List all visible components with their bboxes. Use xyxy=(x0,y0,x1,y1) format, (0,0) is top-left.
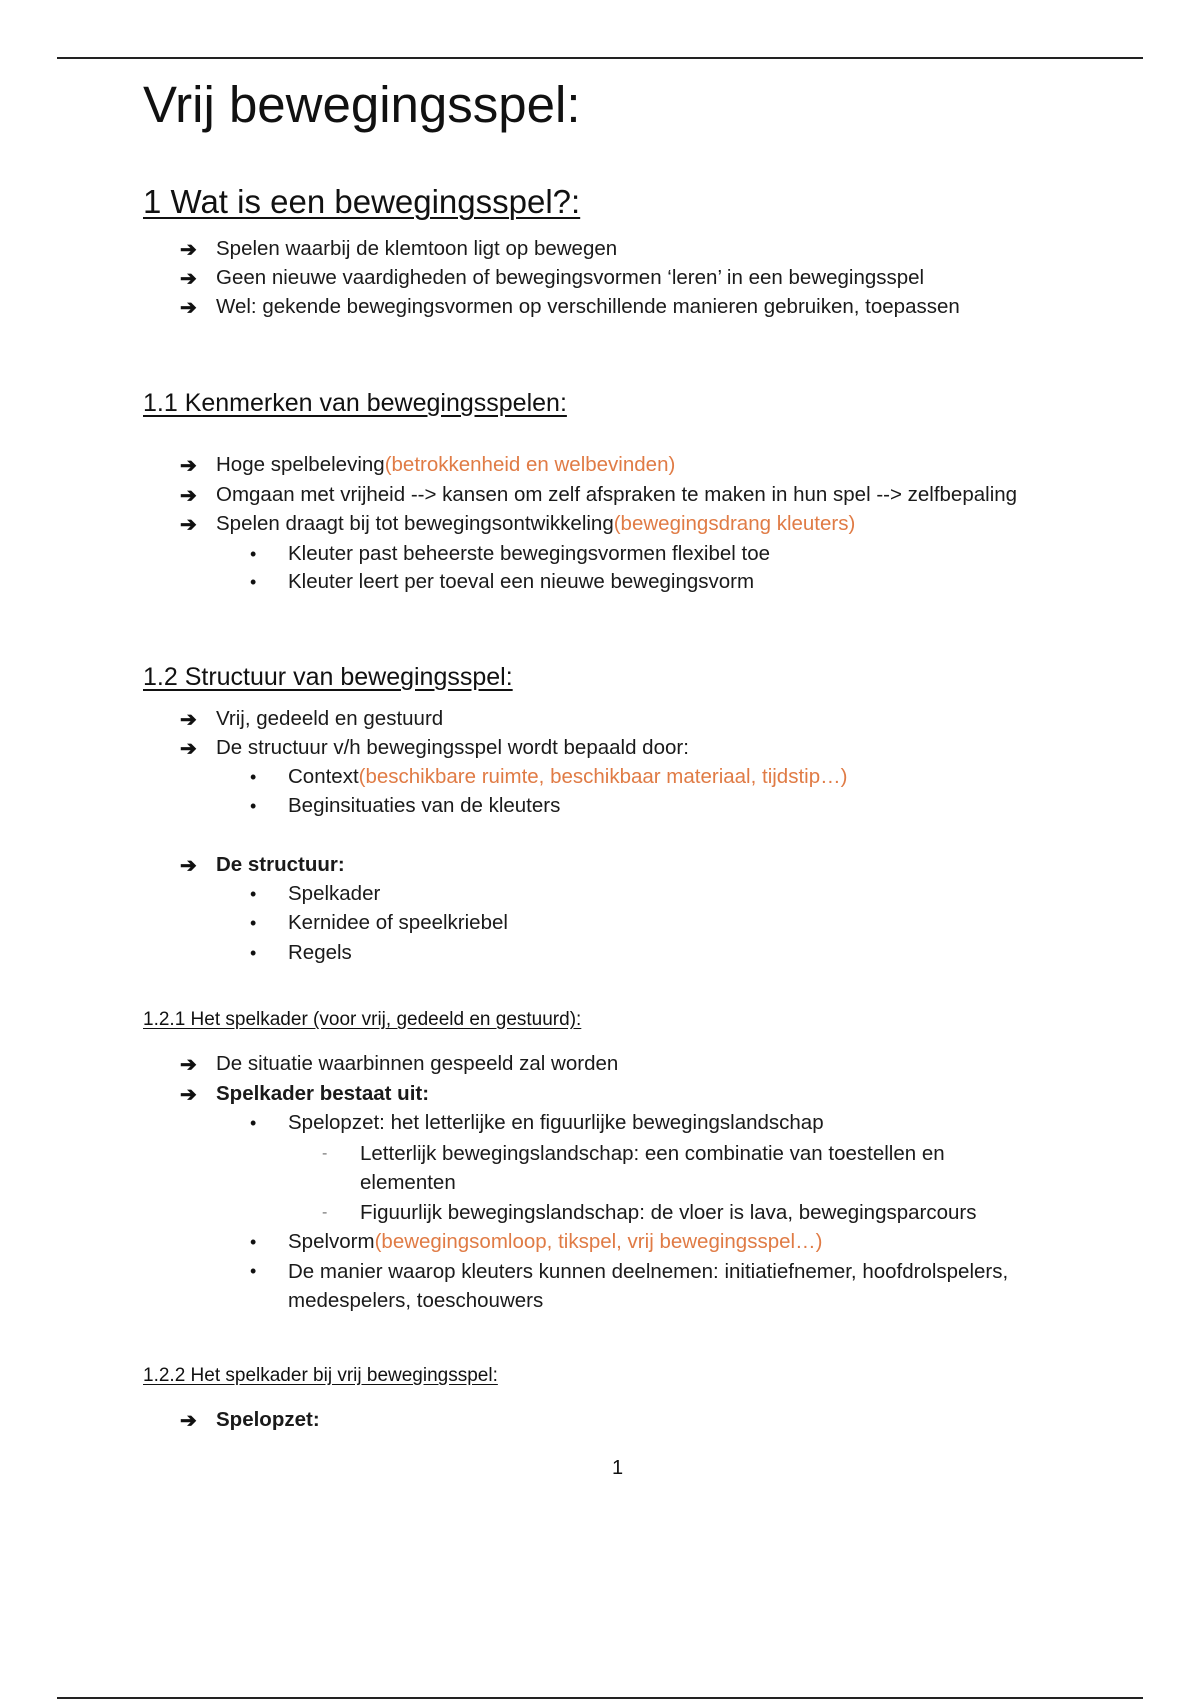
bullet-icon: • xyxy=(250,1261,257,1281)
list-item-text: Spelen waarbij de klemtoon ligt op bewegen xyxy=(216,237,618,260)
list-item xyxy=(180,293,960,321)
list-item xyxy=(180,451,675,479)
list-item-note: (bewegingsdrang kleuters) xyxy=(613,512,856,535)
list-item xyxy=(180,1080,429,1108)
arrow-right-icon: ➔ xyxy=(180,1409,197,1432)
structure-label: De structuur: xyxy=(216,853,345,876)
sub-list-item-note: (bewegingsomloop, tikspel, vrij bewegingsspel…) xyxy=(374,1230,823,1253)
sub-list-item-text: Spelopzet: het letterlijke en figuurlijke bewegingslandschap xyxy=(288,1111,824,1134)
sub-list-item xyxy=(250,880,380,908)
section-1-2-heading: 1.2 Structuur van bewegingsspel: xyxy=(143,663,513,691)
sub-list-item xyxy=(250,1109,824,1137)
arrow-right-icon: ➔ xyxy=(180,267,197,290)
bullet-icon: • xyxy=(250,1112,257,1133)
sub-list-item xyxy=(250,792,560,820)
bullet-icon: • xyxy=(250,543,257,564)
sub-list-item xyxy=(250,568,754,596)
section-1-heading: 1 Wat is een bewegingsspel?: xyxy=(143,183,581,220)
bullet-icon: • xyxy=(250,766,257,787)
list-item xyxy=(180,1406,320,1434)
list-item xyxy=(180,705,443,733)
sub-list-item-text: Spelvorm xyxy=(288,1230,375,1253)
list-item-text: De situatie waarbinnen gespeeld zal worden xyxy=(216,1052,619,1075)
sub-list-item-text: Kleuter past beheerste bewegingsvormen flexibel toe xyxy=(288,542,771,565)
sub-list-item-note: (beschikbare ruimte, beschikbaar materiaal, tijdstip…) xyxy=(358,765,848,788)
list-item-text: De structuur v/h bewegingsspel wordt bepaald door: xyxy=(216,736,689,759)
page-number: 1 xyxy=(612,1457,624,1479)
sub-list-item xyxy=(250,1257,1090,1315)
sub-list-item xyxy=(250,939,352,967)
arrow-right-icon: ➔ xyxy=(180,708,197,731)
bullet-icon: • xyxy=(250,1231,257,1252)
dash-list-item xyxy=(322,1139,1022,1197)
list-item xyxy=(180,235,617,263)
sub-list-item-text: Spelkader xyxy=(288,882,381,905)
arrow-right-icon: ➔ xyxy=(180,296,197,319)
sub-list-item-text: Regels xyxy=(288,941,352,964)
sub-list-item-text: De manier waarop kleuters kunnen deelnemen: initiatiefnemer, hoofdrolspelers, medespelers, toeschouwers xyxy=(288,1260,1009,1312)
sub-list-item xyxy=(250,763,847,791)
list-item xyxy=(180,1050,618,1078)
arrow-right-icon: ➔ xyxy=(180,454,197,477)
bullet-icon: • xyxy=(250,912,257,933)
list-item xyxy=(180,851,345,879)
list-item xyxy=(180,481,1017,509)
section-1-2-1-heading: 1.2.1 Het spelkader (voor vrij, gedeeld en gestuurd): xyxy=(143,1009,582,1030)
arrow-right-icon: ➔ xyxy=(180,238,197,261)
sub-list-item xyxy=(250,540,770,568)
dash-list-item-text: Letterlijk bewegingslandschap: een combinatie van toestellen en elementen xyxy=(360,1142,945,1194)
arrow-right-icon: ➔ xyxy=(180,854,197,877)
sub-list-item-text: Kernidee of speelkriebel xyxy=(288,911,508,934)
dash-list-item xyxy=(322,1198,1082,1227)
list-item xyxy=(180,510,855,538)
sub-list-item-text: Context xyxy=(288,765,359,788)
sub-list-item-text: Beginsituaties van de kleuters xyxy=(288,794,561,817)
dash-list-item-text: Figuurlijk bewegingslandschap: de vloer is lava, bewegingsparcours xyxy=(360,1201,977,1224)
arrow-right-icon: ➔ xyxy=(180,484,197,507)
arrow-right-icon: ➔ xyxy=(180,1083,197,1106)
sub-list-item-text: Kleuter leert per toeval een nieuwe bewegingsvorm xyxy=(288,570,755,593)
bullet-icon: • xyxy=(250,571,257,592)
section-1-2-2-heading: 1.2.2 Het spelkader bij vrij bewegingsspel: xyxy=(143,1365,498,1386)
list-item-note: (betrokkenheid en welbevinden) xyxy=(384,453,676,476)
spelkader-label: Spelkader bestaat uit: xyxy=(216,1082,430,1105)
spelopzet-label: Spelopzet: xyxy=(216,1408,320,1431)
section-1-1-heading: 1.1 Kenmerken van bewegingsspelen: xyxy=(143,389,567,417)
list-item xyxy=(180,264,924,292)
sub-list-item xyxy=(250,1228,822,1256)
list-item-text: Spelen draagt bij tot bewegingsontwikkeling xyxy=(216,512,614,535)
bottom-rule xyxy=(57,1697,1143,1699)
arrow-right-icon: ➔ xyxy=(180,737,197,760)
document-title: Vrij bewegingsspel: xyxy=(143,76,581,133)
bullet-icon: • xyxy=(250,883,257,904)
arrow-right-icon: ➔ xyxy=(180,513,197,536)
sub-list-item xyxy=(250,909,508,937)
list-item xyxy=(180,734,689,762)
dash-icon: - xyxy=(322,1204,328,1221)
list-item-text: Vrij, gedeeld en gestuurd xyxy=(216,707,444,730)
arrow-right-icon: ➔ xyxy=(180,1053,197,1076)
list-item-text: Wel: gekende bewegingsvormen op verschillende manieren gebruiken, toepassen xyxy=(216,295,960,318)
list-item-text: Hoge spelbeleving xyxy=(216,453,385,476)
list-item-text: Geen nieuwe vaardigheden of bewegingsvormen ‘leren’ in een bewegingsspel xyxy=(216,266,925,289)
dash-icon: - xyxy=(322,1145,328,1162)
bullet-icon: • xyxy=(250,942,257,963)
bullet-icon: • xyxy=(250,795,257,816)
list-item-text: Omgaan met vrijheid --> kansen om zelf afspraken te maken in hun spel --> zelfbepaling xyxy=(216,483,1018,506)
